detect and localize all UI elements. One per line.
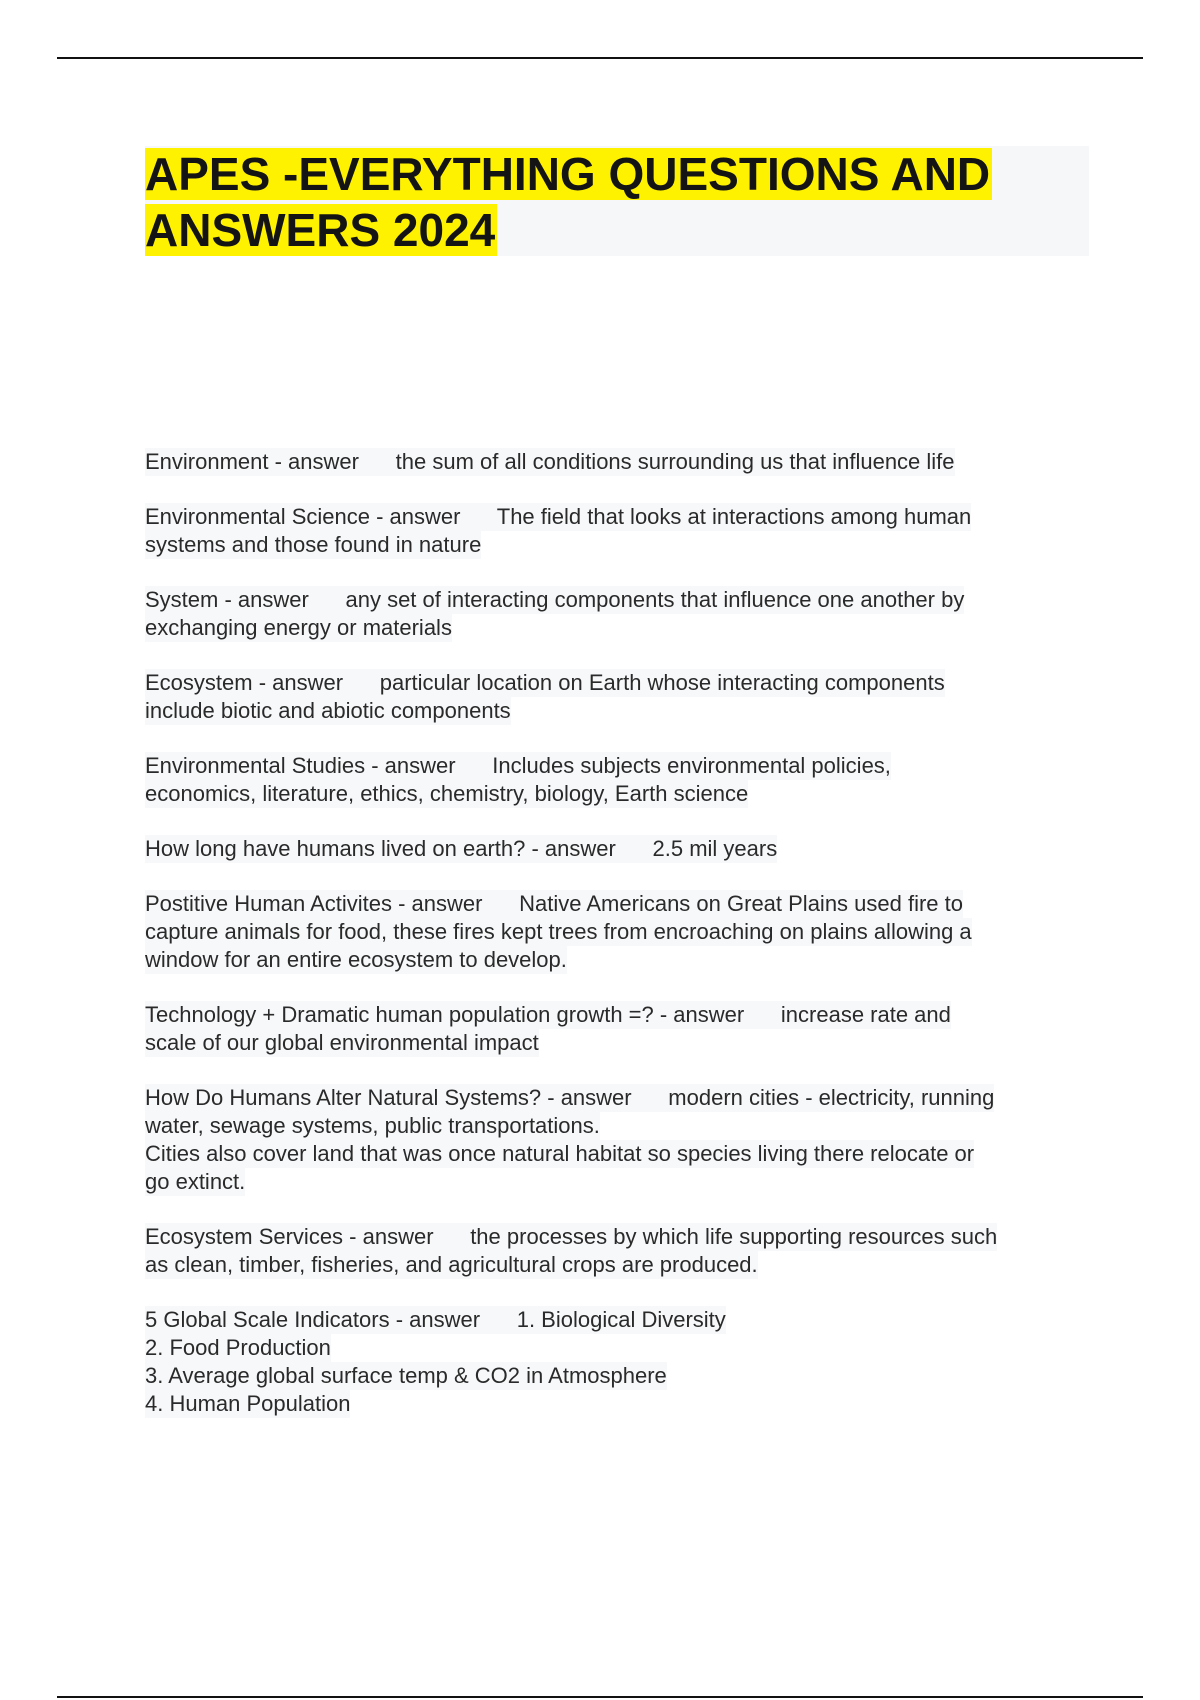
qa-line: 5 Global Scale Indicators - answer 1. Biological Diversity: [145, 1307, 726, 1332]
qa-list: [145, 448, 1085, 1445]
qa-line: Ecosystem - answer particular location on Earth whose interacting components: [145, 670, 945, 695]
qa-item: [145, 752, 1085, 808]
qa-line: 3. Average global surface temp & CO2 in Atmosphere: [145, 1363, 667, 1388]
qa-item: [145, 1001, 1085, 1057]
qa-line: 4. Human Population: [145, 1391, 351, 1416]
qa-item: [145, 1306, 1085, 1418]
qa-line: Environmental Science - answer The field that looks at interactions among human: [145, 504, 972, 529]
qa-line: Postitive Human Activites - answer Native Americans on Great Plains used fire to: [145, 891, 964, 916]
page-title: [145, 146, 1089, 258]
qa-item: [145, 448, 1085, 476]
qa-line: System - answer any set of interacting components that influence one another by: [145, 587, 965, 612]
qa-line: Environment - answer the sum of all conditions surrounding us that influence life: [145, 449, 955, 474]
qa-item: [145, 586, 1085, 642]
qa-item: [145, 1223, 1085, 1279]
qa-line: water, sewage systems, public transportations.: [145, 1113, 600, 1138]
qa-line: Cities also cover land that was once natural habitat so species living there relocate or: [145, 1141, 975, 1166]
qa-item: [145, 503, 1085, 559]
qa-line: How long have humans lived on earth? - answer 2.5 mil years: [145, 836, 778, 861]
qa-item: [145, 835, 1085, 863]
qa-line: 2. Food Production: [145, 1335, 331, 1360]
top-divider: [57, 57, 1143, 59]
bottom-divider: [57, 1696, 1143, 1698]
qa-line: capture animals for food, these fires kept trees from encroaching on plains allowing a: [145, 919, 972, 944]
qa-line: systems and those found in nature: [145, 532, 482, 557]
qa-line: How Do Humans Alter Natural Systems? - answer modern cities - electricity, running: [145, 1085, 995, 1110]
qa-line: include biotic and abiotic components: [145, 698, 511, 723]
qa-line: economics, literature, ethics, chemistry, biology, Earth science: [145, 781, 749, 806]
qa-item: [145, 669, 1085, 725]
qa-line: scale of our global environmental impact: [145, 1030, 539, 1055]
qa-line: exchanging energy or materials: [145, 615, 452, 640]
qa-line: Ecosystem Services - answer the processes by which life supporting resources such: [145, 1224, 998, 1249]
qa-line: Environmental Studies - answer Includes subjects environmental policies,: [145, 753, 891, 778]
qa-item: [145, 890, 1085, 974]
page-title-text: APES -EVERYTHING QUESTIONS AND ANSWERS 2024: [145, 148, 991, 256]
qa-line: as clean, timber, fisheries, and agricultural crops are produced.: [145, 1252, 758, 1277]
qa-item: [145, 1084, 1085, 1196]
qa-line: window for an entire ecosystem to develop.: [145, 947, 567, 972]
qa-line: Technology + Dramatic human population growth =? - answer increase rate and: [145, 1002, 951, 1027]
qa-line: go extinct.: [145, 1169, 246, 1194]
